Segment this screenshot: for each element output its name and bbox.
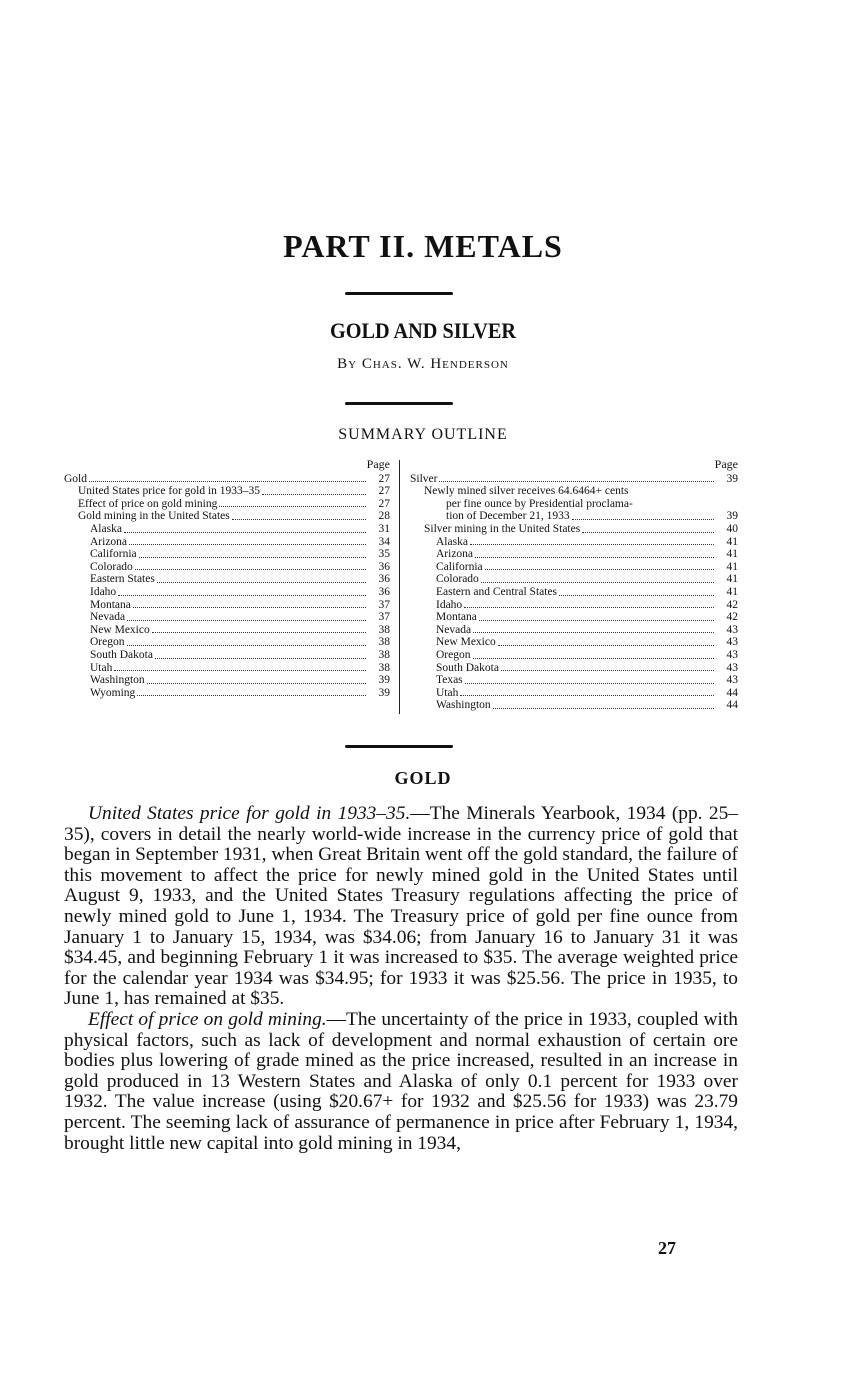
toc-entry-page: 42 <box>726 598 738 611</box>
toc-entry-label: Eastern States <box>90 573 155 586</box>
toc-leader-dots <box>155 658 366 659</box>
toc-entry <box>410 624 738 637</box>
toc-entry-page: 36 <box>378 560 390 573</box>
toc-entry <box>64 473 390 486</box>
toc-entry-page: 41 <box>726 585 738 598</box>
body-text <box>64 804 738 1154</box>
toc-entry-label: Eastern and Central States <box>436 585 558 598</box>
paragraph-lead: United States price for gold in 1933–35. <box>88 803 411 824</box>
toc-entry-page: 44 <box>726 686 738 699</box>
toc-entry-label: Montana <box>90 598 131 611</box>
toc-entry-label: Silver <box>410 472 438 485</box>
paragraph-effect-of-price <box>64 1010 738 1154</box>
toc-leader-dots <box>135 569 366 570</box>
toc-entry <box>64 611 390 624</box>
toc-entry <box>410 573 738 586</box>
toc-column-divider <box>399 460 400 714</box>
toc-leader-dots <box>219 506 366 507</box>
toc-entry-page: 34 <box>378 535 390 548</box>
divider-rule <box>345 402 453 405</box>
toc-entry-label: Idaho <box>90 585 117 598</box>
toc-leader-dots <box>139 557 366 558</box>
toc-leader-dots <box>152 632 366 633</box>
toc-entry-label: Oregon <box>90 636 125 649</box>
toc-entry-label: Utah <box>90 661 113 674</box>
toc-page-header: Page <box>714 457 738 471</box>
toc-entry <box>64 561 390 574</box>
toc-entry-page: 41 <box>726 573 738 586</box>
toc-entry-page: 27 <box>378 497 390 510</box>
toc-leader-dots <box>157 582 366 583</box>
toc-entry-page: 36 <box>378 585 390 598</box>
toc-entry <box>410 523 738 536</box>
toc-leader-dots <box>460 695 714 696</box>
toc-leader-dots <box>473 632 714 633</box>
toc-entry-page: 42 <box>726 611 738 624</box>
toc-leader-dots <box>137 695 366 696</box>
paragraph-body: —The Minerals Yearbook, 1934 (pp. 25–35), covers in detail the nearly world-wide increase in the currency price of gold that began in September 1931, when Great Britain went off the gold standard, the failure of this movement to affect the price for newly mined gold in the United States until August 9, 1933, and the United States Treasury regulations affecting the price of newly mined gold to June 1, 1934. The Treasury price of gold per fine ounce from January 1 to January 15, 1934, was $34.06; from January 16 to January 31 it was $34.45, and beginning February 1 it was increased to $35. The average weighted price for the calendar year 1934 was $34.95; for 1933 it was $25.56. The price in 1935, to June 1, has remained at $35. <box>64 803 739 1010</box>
toc-entry-page: 39 <box>726 510 738 523</box>
toc-leader-dots <box>118 595 366 596</box>
toc-entry <box>64 586 390 599</box>
toc-entry <box>410 649 738 662</box>
toc-entry <box>410 662 738 675</box>
toc-entry-page: 43 <box>726 623 738 636</box>
toc-entry <box>64 687 390 700</box>
toc-entry-label: Idaho <box>436 598 463 611</box>
toc-leader-dots <box>470 544 714 545</box>
toc-entry-label: per fine ounce by Presidential proclama- <box>446 497 633 510</box>
toc-entry-label: Gold <box>64 472 87 485</box>
toc-entry <box>64 523 390 536</box>
toc-entry-label: New Mexico <box>90 623 150 636</box>
toc-column-right <box>410 458 738 712</box>
toc-entry-label: Washington <box>436 699 491 712</box>
toc-entry-page: 41 <box>726 560 738 573</box>
toc-entry <box>64 548 390 561</box>
toc-entry-page: 31 <box>378 522 390 535</box>
toc-entry-page: 44 <box>726 699 738 712</box>
divider-rule <box>345 292 453 295</box>
toc-entry-label: Alaska <box>90 522 122 535</box>
toc-entry-page: 38 <box>378 623 390 636</box>
toc-leader-dots <box>572 519 714 520</box>
toc-entry <box>410 536 738 549</box>
toc-entry-label: Oregon <box>436 648 471 661</box>
toc-leader-dots <box>439 481 714 482</box>
toc-entry-page: 37 <box>378 611 390 624</box>
toc-entry-label: California <box>90 548 137 561</box>
toc-entry <box>64 573 390 586</box>
toc-entry <box>410 548 738 561</box>
toc-entry <box>410 699 738 712</box>
toc-leader-dots <box>501 670 714 671</box>
toc-entry <box>64 599 390 612</box>
toc-entry <box>410 687 738 700</box>
toc-entry-page: 39 <box>378 674 390 687</box>
toc-entry-label: California <box>436 560 483 573</box>
toc-entry-label: Nevada <box>90 611 126 624</box>
toc-entry-page: 43 <box>726 674 738 687</box>
toc-entry-page: 40 <box>726 522 738 535</box>
toc-entry <box>410 473 738 486</box>
toc-entry <box>64 636 390 649</box>
toc-entry <box>410 586 738 599</box>
toc-leader-dots <box>465 683 714 684</box>
toc-entry-page: 27 <box>378 472 390 485</box>
paragraph-body: —The uncertainty of the price in 1933, coupled with physical factors, such as lack of development and normal exhaustion of certain ore bodies plus lowering of grade mined as the price increased, resulted in an increase in gold produced in 13 Western States and Alaska of only 0.1 percent for 1933 over 1932. The value increase (using $20.67+ for 1932 and $25.56 for 1933) was 23.79 percent. The seeming lack of assurance of permanence in price after February 1, 1934, brought little new capital into gold mining in 1934, <box>64 1008 738 1154</box>
toc-entry-page: 38 <box>378 661 390 674</box>
toc-leader-dots <box>127 620 366 621</box>
toc-entry-label: South Dakota <box>90 648 153 661</box>
toc-entry-label: United States price for gold in 1933–35 <box>78 485 261 498</box>
toc-entry-label: tion of December 21, 1933 <box>446 510 570 523</box>
toc-entry <box>410 674 738 687</box>
toc-entry-label: Silver mining in the United States <box>424 522 581 535</box>
toc-entry <box>64 498 390 511</box>
section-heading-gold: GOLD <box>394 768 452 788</box>
toc-entry <box>64 536 390 549</box>
toc-leader-dots <box>475 557 714 558</box>
toc-entry-page: 36 <box>378 573 390 586</box>
toc-leader-dots <box>473 658 715 659</box>
toc-entry-label: Effect of price on gold mining <box>78 497 218 510</box>
toc-leader-dots <box>485 569 714 570</box>
toc-entry-page: 28 <box>378 510 390 523</box>
toc-leader-dots <box>124 532 366 533</box>
toc-entry <box>64 510 390 523</box>
toc-leader-dots <box>114 670 366 671</box>
toc-entry-label: Gold mining in the United States <box>78 510 230 523</box>
toc-entry <box>410 561 738 574</box>
toc-leader-dots <box>464 607 714 608</box>
toc-entry-label: Montana <box>436 611 477 624</box>
toc-leader-dots <box>493 708 714 709</box>
toc-entry <box>410 599 738 612</box>
toc-entry-label: Wyoming <box>90 686 136 699</box>
toc-leader-dots <box>582 532 714 533</box>
toc-entry-page: 37 <box>378 598 390 611</box>
toc-leader-dots <box>89 481 366 482</box>
toc-entry <box>64 485 390 498</box>
toc-entry-label: New Mexico <box>436 636 496 649</box>
toc-entry-label: Utah <box>436 686 459 699</box>
toc-entry <box>410 611 738 624</box>
toc-entries-right <box>410 473 738 712</box>
toc-leader-dots <box>129 544 366 545</box>
toc-entry-label: Arizona <box>436 548 474 561</box>
toc-entry <box>410 636 738 649</box>
toc-entry <box>410 498 738 511</box>
toc-entry-page: 38 <box>378 636 390 649</box>
toc-leader-dots <box>498 645 714 646</box>
toc-leader-dots <box>262 494 366 495</box>
toc-entry-page: 41 <box>726 548 738 561</box>
toc-leader-dots <box>481 582 714 583</box>
paragraph-lead: Effect of price on gold mining. <box>88 1008 327 1030</box>
toc-entry-page: 38 <box>378 648 390 661</box>
toc-entry-label: Colorado <box>90 560 133 573</box>
divider-rule <box>345 745 453 748</box>
toc-leader-dots <box>232 519 366 520</box>
toc-entry-label: Nevada <box>436 623 472 636</box>
toc-entry <box>64 674 390 687</box>
toc-entry-page: 43 <box>726 661 738 674</box>
toc-entry <box>410 510 738 523</box>
toc-entry-label: Arizona <box>90 535 128 548</box>
author-byline: By Chas. W. Henderson <box>337 356 509 372</box>
summary-outline-heading: SUMMARY OUTLINE <box>338 426 508 443</box>
article-title: GOLD AND SILVER <box>330 318 516 343</box>
toc-column-left <box>64 458 390 699</box>
toc-entry <box>64 624 390 637</box>
toc-entry-label: Colorado <box>436 573 479 586</box>
toc-entry-page: 43 <box>726 636 738 649</box>
toc-entry <box>64 649 390 662</box>
toc-entry-page: 27 <box>378 485 390 498</box>
toc-entry-page: 35 <box>378 548 390 561</box>
toc-entry-page: 39 <box>726 472 738 485</box>
toc-leader-dots <box>133 607 366 608</box>
toc-entries-left <box>64 473 390 700</box>
toc-entry-page: 39 <box>378 686 390 699</box>
paragraph-price-for-gold <box>64 804 738 1010</box>
toc-entry-label: South Dakota <box>436 661 499 674</box>
toc-leader-dots <box>479 620 714 621</box>
toc-leader-dots <box>147 683 366 684</box>
page-number: 27 <box>658 1238 676 1258</box>
toc-entry <box>64 662 390 675</box>
toc-entry <box>410 485 738 498</box>
toc-leader-dots <box>127 645 367 646</box>
toc-entry-page: 41 <box>726 535 738 548</box>
toc-entry-page: 43 <box>726 648 738 661</box>
toc-leader-dots <box>559 595 714 596</box>
toc-entry-label: Newly mined silver receives 64.6464+ cents <box>424 485 629 498</box>
toc-entry-label: Alaska <box>436 535 468 548</box>
part-title: PART II. METALS <box>283 228 563 264</box>
toc-entry-label: Texas <box>436 674 463 687</box>
toc-entry-label: Washington <box>90 674 145 687</box>
toc-page-header: Page <box>366 457 390 471</box>
